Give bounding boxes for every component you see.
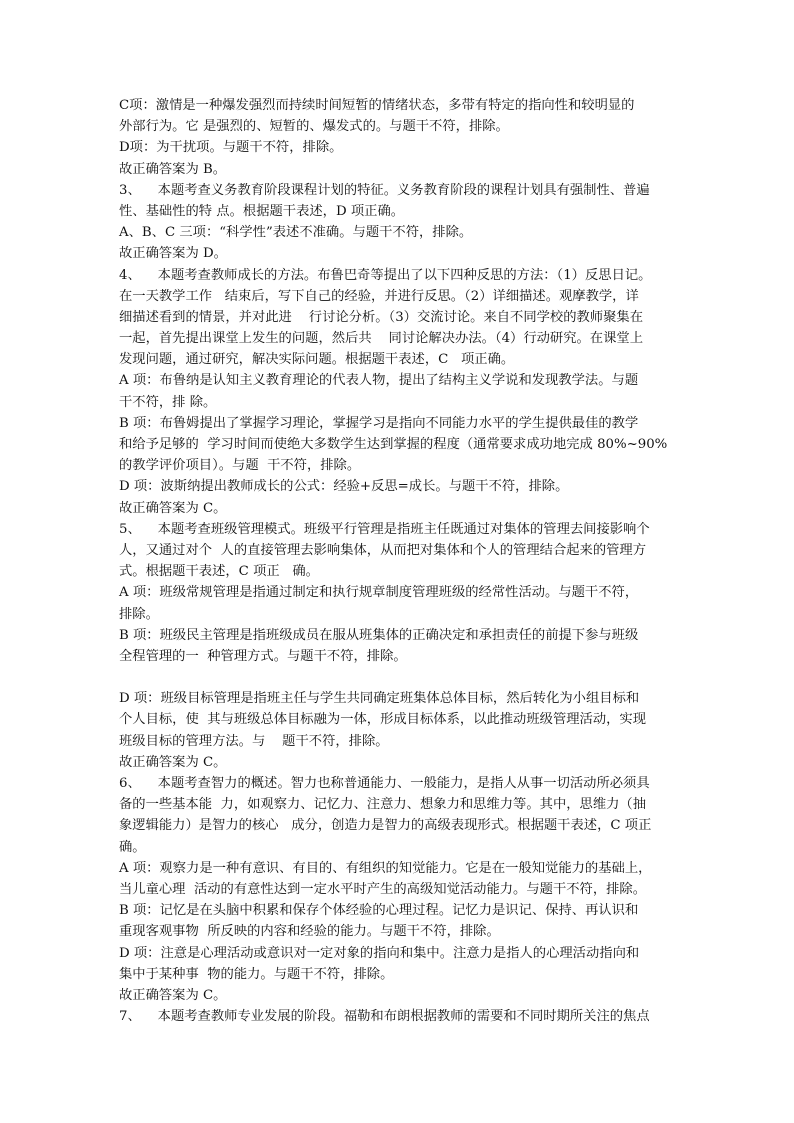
text-line: 班级目标的管理方法。与 题干不符，排除。 — [119, 733, 389, 749]
text-line: 个人目标，使 其与班级总体目标融为一体，形成目标体系，以此推动班级管理活动，实现 — [119, 712, 647, 728]
text-line: 4、 本题考查教师成长的方法。布鲁巴奇等提出了以下四种反思的方法：（1）反思日记。 — [119, 267, 652, 283]
text-line: 发现问题，通过研究，解决实际问题。根据题干表述，C 项正确。 — [119, 352, 515, 368]
text-line: 故正确答案为 B。 — [119, 161, 227, 177]
text-line: A 项：班级常规管理是指通过制定和执行规章制度管理班级的经常性活动。与题干不符， — [119, 585, 639, 601]
text-line: 式。根据题干表述，C 项正 确。 — [119, 564, 319, 580]
text-line: 全程管理的一 种管理方式。与题干不符，排除。 — [119, 648, 407, 664]
text-line: D 项：班级目标管理是指班主任与学生共同确定班集体总体目标，然后转化为小组目标和 — [119, 691, 640, 707]
text-line: 故正确答案为 C。 — [119, 500, 227, 516]
text-line: 外部行为。它 是强烈的、短暂的、爆发式的。与题干不符，排除。 — [119, 119, 509, 135]
text-line: A、B、C 三项：“科学性”表述不准确。与题干不符，排除。 — [119, 225, 473, 241]
text-line: 故正确答案为 C。 — [119, 987, 227, 1003]
text-line: 重现客观事物 所反映的内容和经验的能力。与题干不符，排除。 — [119, 924, 500, 940]
blank-line — [119, 667, 689, 688]
text-line: 3、 本题考查义务教育阶段课程计划的特征。义务教育阶段的课程计划具有强制性、普遍 — [119, 182, 650, 198]
text-line: 故正确答案为 C。 — [119, 754, 227, 770]
text-line: 5、 本题考查班级管理模式。班级平行管理是指班主任既通过对集体的管理去间接影响个 — [119, 521, 650, 537]
text-line: B 项：布鲁姆提出了掌握学习理论，掌握学习是指向不同能力水平的学生提供最佳的教学 — [119, 415, 639, 431]
text-line: B 项：记忆是在头脑中积累和保存个体经验的心理过程。记忆力是识记、保持、再认识和 — [119, 903, 639, 919]
text-line: 7、 本题考查教师专业发展的阶段。福勒和布朗根据教师的需要和不同时期所关注的焦点 — [119, 1009, 650, 1025]
text-line: 象逻辑能力）是智力的核心 成分，创造力是智力的高级表现形式。根据题干表述，C 项正 — [119, 818, 652, 834]
text-line: D 项：注意是心理活动或意识对一定对象的指向和集中。注意力是指人的心理活动指向和 — [119, 945, 640, 961]
text-line: 人，又通过对个 人的直接管理去影响集体，从而把对集体和个人的管理结合起来的管理方 — [119, 542, 647, 558]
text-line: B 项：班级民主管理是指班级成员在服从班集体的正确决定和承担责任的前提下参与班级 — [119, 627, 639, 643]
text-line: 确。 — [119, 839, 146, 855]
text-line: 排除。 — [119, 606, 159, 622]
text-line: 6、 本题考查智力的概述。智力也称普通能力、一般能力，是指人从事一切活动所必须具 — [119, 776, 650, 791]
text-line: 故正确答案为 D。 — [119, 246, 227, 262]
text-line: 性、基础性的特 点。根据题干表述，D 项正确。 — [119, 203, 405, 219]
text-line: C项：激情是一种爆发强烈而持续时间短暂的情绪状态，多带有特定的指向性和较明显的 — [119, 98, 635, 113]
text-line: 在一天教学工作 结束后，写下自己的经验，并进行反思。（2）详细描述。观摩教学，详 — [119, 288, 639, 304]
text-line: 干不符，排 除。 — [119, 394, 217, 410]
text-line: D项：为干扰项。与题干不符，排除。 — [119, 140, 343, 156]
text-line: 的教学评价项目）。与题 干不符，排除。 — [119, 458, 361, 474]
text-line: 一起，首先提出课堂上发生的问题，然后共 同讨论解决办法。（4）行动研究。在课堂上 — [119, 331, 643, 347]
text-line: A 项：布鲁纳是认知主义教育理论的代表人物，提出了结构主义学说和发现教学法。与题 — [119, 373, 639, 389]
text-line: 当儿童心理 活动的有意性达到一定水平时产生的高级知觉活动能力。与题干不符，排除。 — [119, 881, 647, 897]
document-body — [119, 95, 689, 1027]
text-line: A 项：观察力是一种有意识、有目的、有组织的知觉能力。它是在一般知觉能力的基础上， — [119, 860, 652, 876]
text-line: 集中于某种事 物的能力。与题干不符，排除。 — [119, 966, 394, 982]
text-line: 备的一些基本能 力，如观察力、记忆力、注意力、想象力和思维力等。其中，思维力（抽 — [119, 797, 647, 813]
text-line: D 项：波斯纳提出教师成长的公式：经验+反思=成长。与题干不符，排除。 — [119, 479, 569, 495]
text-line: 和给予足够的 学习时间而使绝大多数学生达到掌握的程度（通常要求成功地完成 80%~90% — [119, 437, 668, 452]
text-line: 细描述看到的情景，并对此进 行讨论分析。（3）交流讨论。来自不同学校的教师聚集在 — [119, 309, 643, 325]
